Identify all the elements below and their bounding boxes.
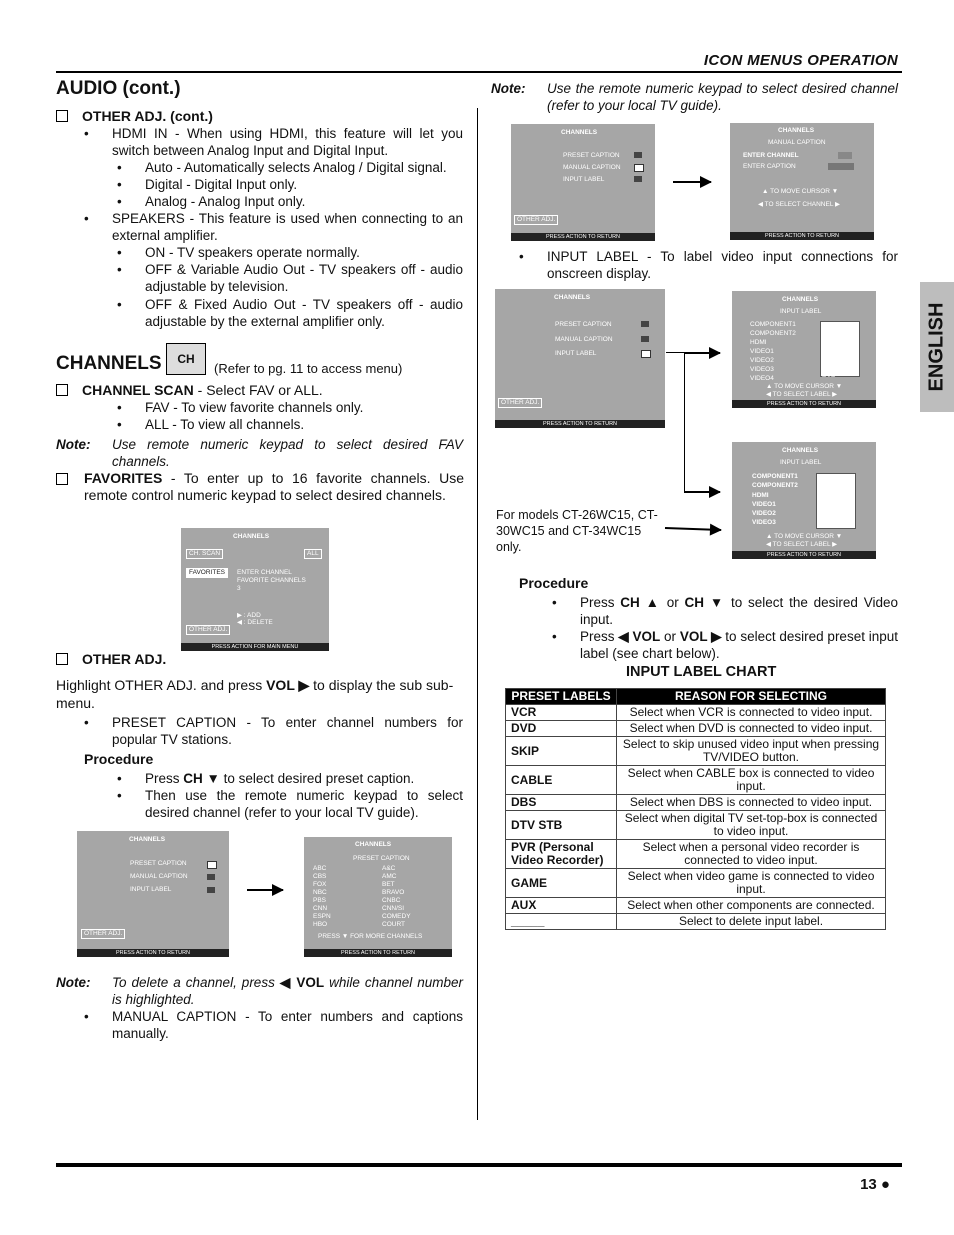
preset-channel: BRAVO xyxy=(382,889,405,896)
page-number: 13 ● xyxy=(860,1176,890,1193)
section-header: ICON MENUS OPERATION xyxy=(703,52,898,69)
preset-channel: FOX xyxy=(313,881,327,888)
preset-channel: A&C xyxy=(382,865,396,872)
arrow-right-icon xyxy=(665,527,721,531)
input-name: VIDEO1 xyxy=(752,500,776,508)
reason-cell: Select when video game is connected to video input. xyxy=(617,869,886,898)
preset-list-screen: CHANNELS PRESET CAPTION ABC CBS FOX NBC PBS CNN ESPN HBO A&C AMC BET BRAVO CNBC CNN/SI COMEDY COURT PRESS ▼ FOR MORE CHANNELS PRESS ACTION TO RETURN xyxy=(304,837,452,957)
hdmi-in-item: • HDMI IN - When using HDMI, this feature will let you switch between Analog Input and Digital Input. xyxy=(84,126,463,158)
reason-cell: Select to skip unused video input when pressing TV/VIDEO button. xyxy=(617,737,886,766)
models-note: For models CT-26WC15, CT-30WC15 and CT-34WC15 only. xyxy=(496,508,658,554)
channels-ref: (Refer to pg. 11 to access menu) xyxy=(214,361,403,376)
input-label-screen-b: CHANNELS INPUT LABEL COMPONENT1 COMPONENT2 HDMI VIDEO1 VIDEO2 VIDEO3 SKIP VCR ▲ TO MOVE CURSOR ▼ ◀ TO SELECT LABEL ▶ PRESS ACTION TO RETURN xyxy=(732,442,876,559)
procedure-heading: Procedure xyxy=(84,751,154,767)
reason-cell: Select when other components are connected. xyxy=(617,898,886,914)
speakers-fixed: • OFF & Fixed Audio Out - TV speakers off - audio adjustable by the external amplifier only. xyxy=(117,297,463,329)
hdmi-digital: • Digital - Digital Input only. xyxy=(117,177,298,192)
preset-label-cell: AUX xyxy=(506,898,617,914)
preset-label-cell: _____ xyxy=(506,914,617,930)
note-top-right: Use the remote numeric keypad to select desired channel (refer to your local TV guide). xyxy=(547,81,898,113)
preset-menu-screen: CHANNELS PRESET CAPTION MANUAL CAPTION INPUT LABEL OTHER ADJ. PRESS ACTION TO RETURN xyxy=(77,831,229,957)
preset-channel: COMEDY xyxy=(382,913,411,920)
preset-channel: BET xyxy=(382,881,395,888)
preset-channel: ESPN xyxy=(313,913,331,920)
connector-line xyxy=(666,352,684,353)
table-row xyxy=(506,721,886,737)
scan-fav: • FAV - To view favorite channels only. xyxy=(117,400,364,415)
preset-label-cell: SKIP xyxy=(506,737,617,766)
preset-label-cell: DTV STB xyxy=(506,811,617,840)
chart-title: INPUT LABEL CHART xyxy=(626,664,777,680)
input-name: COMPONENT1 xyxy=(750,321,796,328)
language-tab: ENGLISH xyxy=(920,282,954,412)
preset-label-cell: DBS xyxy=(506,795,617,811)
scan-all: • ALL - To view all channels. xyxy=(117,417,305,432)
favorites-screen: CHANNELS CH. SCAN ALL FAVORITES ENTER CHANNEL FAVORITE CHANNELS 3 ▶ : ADD ◀ : DELETE OTHER ADJ. PRESS ACTION FOR MAIN MENU xyxy=(181,528,329,651)
preset-channel: AMC xyxy=(382,873,397,880)
channels-title: CHANNELS xyxy=(56,353,162,374)
input-name: VIDEO4 xyxy=(750,375,774,382)
input-name: COMPONENT1 xyxy=(752,473,798,480)
preset-label-cell: VCR xyxy=(506,705,617,721)
preset-label-cell: PVR (Personal Video Recorder) xyxy=(506,840,617,869)
manual-caption-screen: CHANNELS MANUAL CAPTION ENTER CHANNEL ENTER CAPTION ▲ TO MOVE CURSOR ▼ ◀ TO SELECT CHANNEL ▶ PRESS ACTION TO RETURN xyxy=(730,123,874,240)
table-row xyxy=(506,914,886,930)
reason-cell: Select when VCR is connected to video input. xyxy=(617,705,886,721)
input-label-chart xyxy=(505,688,886,930)
preset-channel: PBS xyxy=(313,897,327,904)
table-row xyxy=(506,737,886,766)
other-adj-cont-heading: OTHER ADJ. (cont.) xyxy=(56,108,213,125)
arrow-right-icon xyxy=(684,352,720,354)
note-delete: To delete a channel, press ◀ VOL while channel number is highlighted. xyxy=(112,975,463,1007)
connector-line xyxy=(684,352,685,492)
highlight-text: Highlight OTHER ADJ. and press VOL ▶ to display the sub sub-menu. xyxy=(56,677,454,711)
preset-channel: ABC xyxy=(313,865,327,872)
arrow-right-icon xyxy=(247,889,283,891)
table-row xyxy=(506,795,886,811)
procedure-step-1: • Press CH ▼ to select desired preset caption. xyxy=(117,771,415,786)
reason-cell: Select when a personal video recorder is connected to video input. xyxy=(617,840,886,869)
note-fav: Use remote numeric keypad to select desired FAV channels. xyxy=(112,437,463,469)
note-label: Note: xyxy=(56,975,91,990)
preset-label-cell: DVD xyxy=(506,721,617,737)
preset-channel: NBC xyxy=(313,889,327,896)
reason-cell: Select when digital TV set-top-box is connected to video input. xyxy=(617,811,886,840)
manual-menu-screen: CHANNELS PRESET CAPTION MANUAL CAPTION INPUT LABEL OTHER ADJ. PRESS ACTION TO RETURN xyxy=(511,124,655,241)
favorites-heading: FAVORITES - To enter up to 16 favorite channels. Use remote control numeric keypad to select desired channels. xyxy=(56,470,464,504)
note-label: Note: xyxy=(56,437,91,452)
preset-channel: CBS xyxy=(313,873,327,880)
channels-icon: CH xyxy=(166,343,206,375)
other-adj-section xyxy=(56,651,464,820)
input-name: VIDEO3 xyxy=(752,519,776,527)
input-name: HDMI xyxy=(750,339,767,346)
preset-channel: CNBC xyxy=(382,897,401,904)
preset-channel: CNN/SI xyxy=(382,905,405,912)
hdmi-analog: • Analog - Analog Input only. xyxy=(117,194,306,209)
table-row xyxy=(506,705,886,721)
manual-caption-item: • MANUAL CAPTION - To enter numbers and captions manually. xyxy=(84,1009,463,1041)
reason-cell: Select when DVD is connected to video input. xyxy=(617,721,886,737)
audio-title: AUDIO (cont.) xyxy=(56,78,181,99)
speakers-variable: • OFF & Variable Audio Out - TV speakers off - audio adjustable by television. xyxy=(117,262,463,294)
preset-channel: COURT xyxy=(382,921,405,928)
header-reason: REASON FOR SELECTING xyxy=(617,689,886,705)
table-row xyxy=(506,840,886,869)
right-procedure-step-1: • Press CH ▲ or CH ▼ to select the desired Video input. xyxy=(552,595,898,627)
table-row xyxy=(506,811,886,840)
input-name: VIDEO1 xyxy=(750,348,774,355)
note-label-right: Note: xyxy=(491,81,526,96)
table-row xyxy=(506,766,886,795)
footer-rule xyxy=(56,1163,902,1167)
input-menu-screen: CHANNELS PRESET CAPTION MANUAL CAPTION INPUT LABEL OTHER ADJ. PRESS ACTION TO RETURN xyxy=(495,289,665,428)
input-label-item: • INPUT LABEL - To label video input connections for onscreen display. xyxy=(519,249,898,281)
input-name: VIDEO2 xyxy=(750,357,774,364)
speakers-on: • ON - TV speakers operate normally. xyxy=(117,245,360,260)
header-rule xyxy=(56,71,902,73)
preset-label-cell: GAME xyxy=(506,869,617,898)
arrow-right-icon xyxy=(673,181,711,183)
hdmi-auto: • Auto - Automatically selects Analog / Digital signal. xyxy=(117,160,447,175)
preset-label-cell: CABLE xyxy=(506,766,617,795)
reason-cell: Select to delete input label. xyxy=(617,914,886,930)
input-name: HDMI xyxy=(752,491,769,499)
reason-cell: Select when CABLE box is connected to video input. xyxy=(617,766,886,795)
table-row xyxy=(506,898,886,914)
preset-channel: HBO xyxy=(313,921,328,928)
other-adj-heading: OTHER ADJ. xyxy=(56,651,464,668)
input-name: COMPONENT2 xyxy=(750,330,796,337)
speakers-item: • SPEAKERS - This feature is used when connecting to an external amplifier. xyxy=(84,211,463,243)
input-label-screen-a: CHANNELS INPUT LABEL COMPONENT1 COMPONENT2 HDMI VIDEO1 VIDEO2 VIDEO3 VIDEO4 SKIP VCR DVD ▲ TO MOVE CURSOR ▼ ◀ TO SELECT LABEL ▶ PRESS ACTION TO RETURN xyxy=(732,291,876,408)
input-name: COMPONENT2 xyxy=(752,482,798,490)
input-name: VIDEO2 xyxy=(752,510,776,518)
header-preset-labels: PRESET LABELS xyxy=(506,689,617,705)
preset-channel: CNN xyxy=(313,905,328,912)
procedure-step-2: • Then use the remote numeric keypad to select desired channel (refer to your local TV guide). xyxy=(117,788,463,820)
procedure-heading-right: Procedure xyxy=(519,575,589,591)
right-procedure-step-2: • Press ◀ VOL or VOL ▶ to select desired preset input label (see chart below). xyxy=(552,629,899,661)
arrow-right-icon xyxy=(684,491,720,493)
reason-cell: Select when DBS is connected to video input. xyxy=(617,795,886,811)
preset-caption-item: • PRESET CAPTION - To enter channel numbers for popular TV stations. xyxy=(84,715,463,747)
table-row xyxy=(506,869,886,898)
input-name: VIDEO3 xyxy=(750,366,774,373)
channel-scan-heading: CHANNEL SCAN - Select FAV or ALL. xyxy=(56,382,464,399)
column-divider xyxy=(477,108,478,1120)
